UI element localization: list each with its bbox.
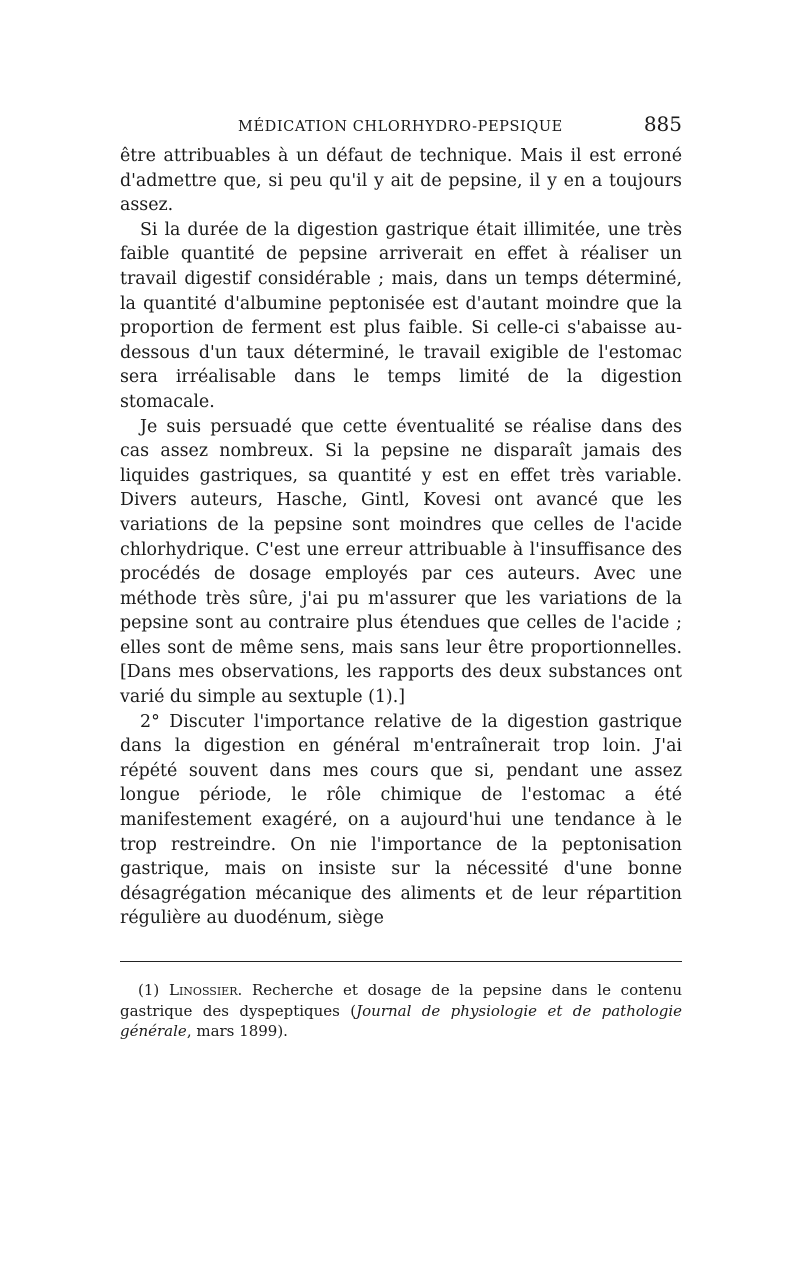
book-page — [120, 112, 682, 1042]
paragraph-gastric-importance: 2° Discuter l'importance relative de la digestion gastrique dans la digestion en général m'entraînerait trop loin. J'ai répété souvent dans mes cours que si, pendant une assez longue période, le rôle chimique de l'estomac a été manifestement exagéré, on a aujourd'hui une tendance à le trop restreindre. On nie l'importance de la peptonisation gastrique, mais on insiste sur la nécessité d'une bonne désagrégation mécanique des aliments et de leur répartition régulière au duodénum, siège — [120, 711, 682, 929]
paragraph-continuation: être attribuables à un défaut de technique. Mais il est erroné d'admettre que, si peu qu'il y ait de pepsine, il y en a toujours assez. — [120, 146, 682, 216]
footnote-divider — [120, 961, 682, 962]
footnote-marker: (1) — [138, 981, 160, 999]
footnote — [120, 980, 682, 1042]
footnote-date: , mars 1899). — [186, 1022, 288, 1040]
paragraph-digestion-duration: Si la durée de la digestion gastrique était illimitée, une très faible quantité de pepsine arriverait en effet à réaliser un travail digestif considérable ; mais, dans un temps déterminé, la quantité d'albumine peptonisée est d'autant moindre que la proportion de ferment est plus faible. Si celle-ci s'abaisse au-dessous d'un taux déterminé, le travail exigible de l'estomac sera irréalisable dans le temps limité de la digestion stomacale. — [120, 219, 682, 412]
running-header — [120, 112, 682, 144]
page-number: 885 — [643, 112, 682, 136]
paragraph-pepsine-variations: Je suis persuadé que cette éventualité se réalise dans des cas assez nombreux. Si la pepsine ne disparaît jamais des liquides gastriques, sa quantité y est en effet très variable. Divers auteurs, Hasche, Gintl, Kovesi ont avancé que les variations de la pepsine sont moindres que celles de l'acide chlorhydrique. C'est une erreur attribuable à l'insuffisance des procédés de dosage employés par ces auteurs. Avec une méthode très sûre, j'ai pu m'assurer que les variations de la pepsine sont au contraire plus étendues que celles de l'acide ; elles sont de même sens, mais sans leur être proportionnelles. [Dans mes observations, les rapports des deux substances ont varié du simple au sextuple (1).] — [120, 416, 682, 708]
body-text — [120, 144, 682, 931]
footnote-text: Recherche et dosage de la pepsine dans le contenu gastrique des dyspeptiques ( — [120, 981, 683, 1020]
running-title: MÉDICATION CHLORHYDRO-PEPSIQUE — [238, 119, 563, 135]
footnote-author: Linossier. — [169, 981, 243, 999]
footnote-journal: Journal de physiologie et de pathologie générale — [120, 1001, 682, 1040]
